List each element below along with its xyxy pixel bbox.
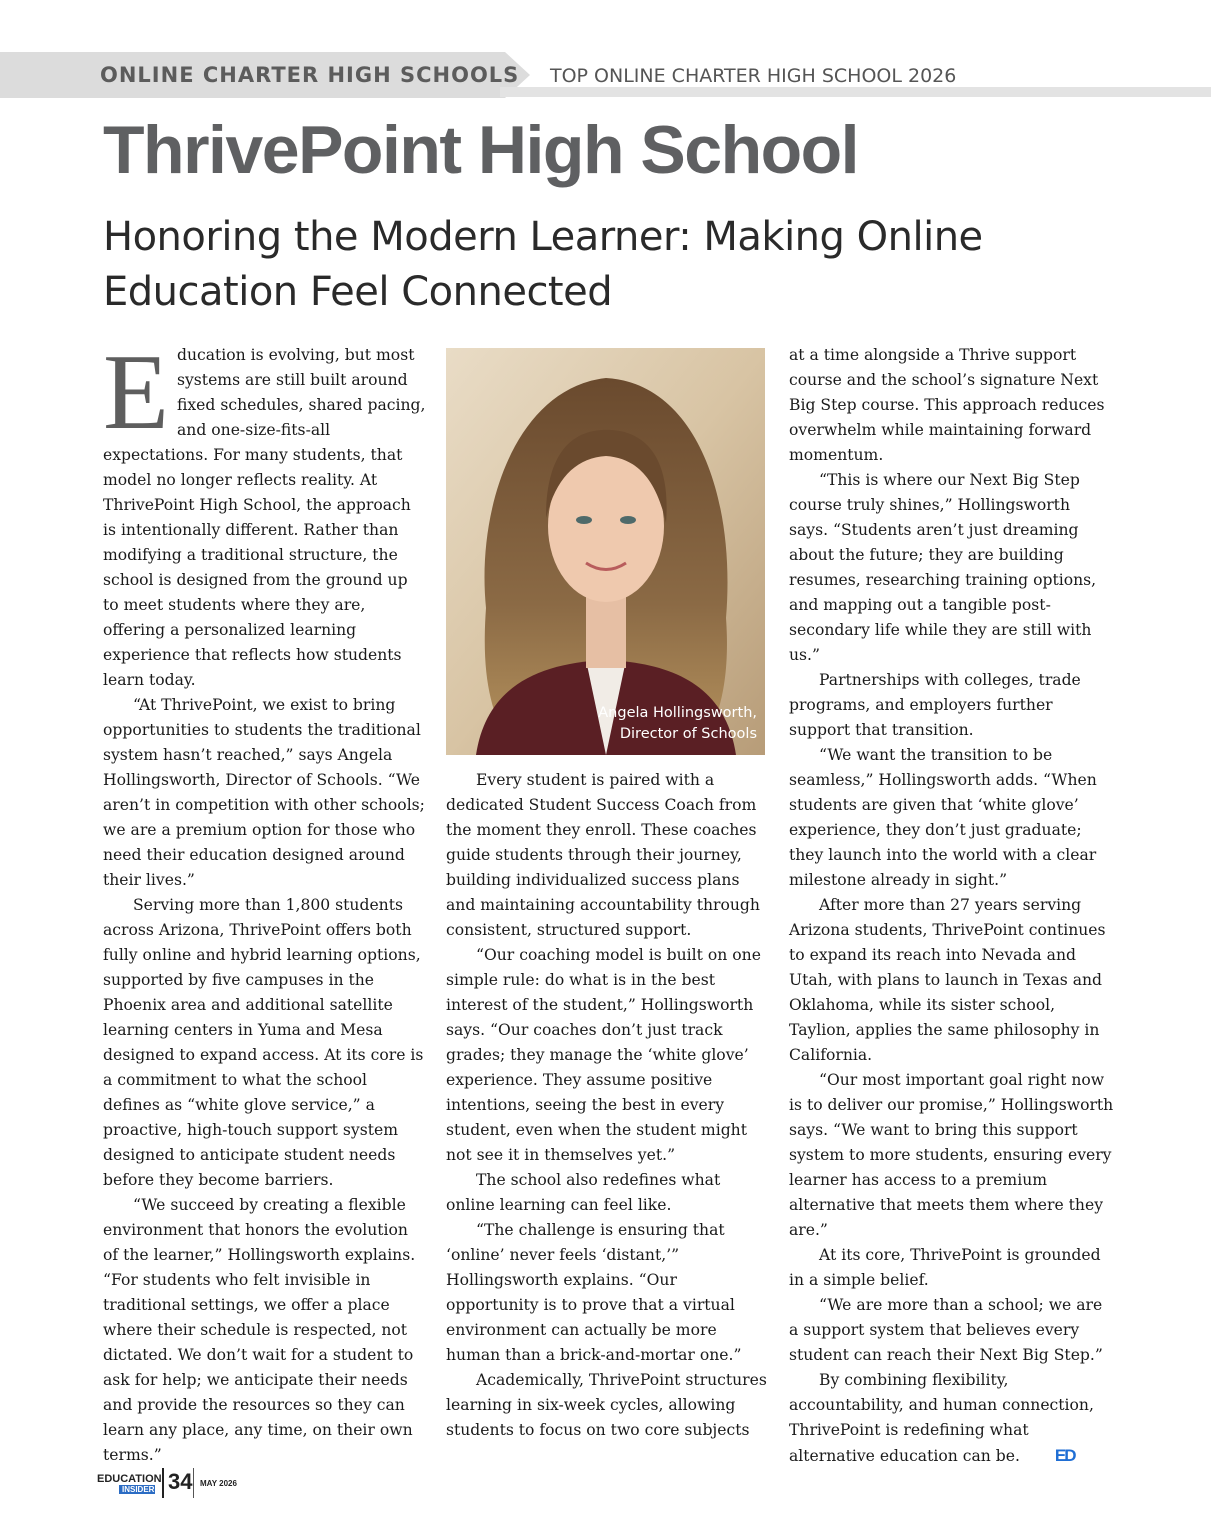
paragraph: “We are more than a school; we are a support system that believes every student can reach their Next Big Step.” xyxy=(789,1296,1103,1364)
photo-caption xyxy=(598,703,757,745)
paragraph: The school also redefines what online learning can feel like. xyxy=(446,1171,721,1214)
paragraph: Serving more than 1,800 students across Arizona, ThrivePoint offers both fully online and hybrid learning options, supported by five campuses in the Phoenix area and additional satellite learning centers in Yuma and Mesa designed to expand access. At its core is a commitment to what the school defines as “white glove service,” a proactive, high-touch support system designed to anticipate student needs before they become barriers. xyxy=(103,896,424,1189)
paragraph: At its core, ThrivePoint is grounded in a simple belief. xyxy=(789,1246,1101,1289)
article-subtitle: Honoring the Modern Learner: Making Online Education Feel Connected xyxy=(103,214,983,315)
header-band xyxy=(0,52,1211,98)
paragraph: at a time alongside a Thrive support course and the school’s signature Next Big Step course. This approach reduces overwhelm while maintaining forward momentum. xyxy=(789,346,1105,464)
paragraph: “This is where our Next Big Step course truly shines,” Hollingsworth says. “Students aren’t just dreaming about the future; they are building resumes, researching training options, and mapping out a tangible post-secondary life while they are still with us.” xyxy=(789,471,1097,664)
article-column-2 xyxy=(446,768,768,1443)
drop-cap: E xyxy=(103,333,169,452)
footer-divider xyxy=(162,1468,164,1498)
issue-date: MAY 2026 xyxy=(200,1479,237,1488)
footer-divider xyxy=(193,1468,194,1498)
paragraph: “We want the transition to be seamless,” Hollingsworth adds. “When students are given that ‘white glove’ experience, they don’t just graduate; they launch into the world with a clear milestone already in sight.” xyxy=(789,746,1097,889)
page-number: 34 xyxy=(168,1469,193,1494)
caption-name: Angela Hollingsworth, xyxy=(598,705,757,721)
magazine-logo xyxy=(97,1474,162,1494)
paragraph: “We succeed by creating a flexible environment that honors the evolution of the learner,” Hollingsworth explains. “For students who felt invisible in traditional settings, we offer a place where their schedule is respected, not dictated. We don’t wait for a student to ask for help; we anticipate their needs and provide the resources so they can learn any place, any time, on their own terms.” xyxy=(103,1196,416,1464)
caption-title: Director of Schools xyxy=(619,726,757,742)
logo-word-top: EDUCATION xyxy=(97,1473,162,1485)
article-title: ThrivePoint High School xyxy=(103,112,859,188)
paragraph: Partnerships with colleges, trade programs, and employers further support that transition. xyxy=(789,671,1081,739)
paragraph xyxy=(789,1368,1114,1469)
section-label: ONLINE CHARTER HIGH SCHOOLS xyxy=(100,63,520,87)
paragraph: Every student is paired with a dedicated Student Success Coach from the moment they enroll. These coaches guide students through their journey, building individualized success plans and maintaining accountability through consistent, structured support. xyxy=(446,771,760,939)
paragraph: After more than 27 years serving Arizona students, ThrivePoint continues to expand its reach into Nevada and Utah, with plans to launch in Texas and Oklahoma, while its sister school, Taylion, applies the same philosophy in California. xyxy=(789,896,1106,1064)
header-rule xyxy=(500,87,1211,97)
paragraph: “The challenge is ensuring that ‘online’ never feels ‘distant,’” Hollingsworth explains. “Our opportunity is to prove that a virtual environment can actually be more human than a brick-and-mortar one.” xyxy=(446,1221,742,1364)
paragraph: Academically, ThrivePoint structures learning in six-week cycles, allowing students to focus on two core subjects xyxy=(446,1371,767,1439)
closing-text: By combining flexibility, accountability, and human connection, ThrivePoint is redefining what alternative education can be. xyxy=(789,1371,1094,1465)
article-column-1 xyxy=(103,333,428,1468)
paragraph: ducation is evolving, but most systems are still built around fixed schedules, shared pacing, and one-size-fits-all expectations. For many students, that model no longer reflects reality. At ThrivePoint High School, the approach is intentionally different. Rather than modifying a traditional structure, the school is designed from the ground up to meet students where they are, offering a personalized learning experience that reflects how students learn today. xyxy=(103,346,426,689)
award-label: TOP ONLINE CHARTER HIGH SCHOOL 2026 xyxy=(550,65,957,87)
portrait-illustration xyxy=(446,348,765,755)
end-mark-icon: ED xyxy=(1054,1446,1075,1465)
paragraph: “At ThrivePoint, we exist to bring opportunities to students the traditional system hasn’t reached,” says Angela Hollingsworth, Director of Schools. “We aren’t in competition with other schools; we are a premium option for those who need their education designed around their lives.” xyxy=(103,696,425,889)
article-column-3 xyxy=(789,343,1114,1469)
paragraph: “Our coaching model is built on one simple rule: do what is in the best interest of the student,” Hollingsworth says. “Our coaches don’t just track grades; they manage the ‘white glove’ experience. They assume positive intentions, seeing the best in every student, even when the student might not see it in themselves yet.” xyxy=(446,946,761,1164)
portrait-photo xyxy=(446,348,765,755)
paragraph: “Our most important goal right now is to deliver our promise,” Hollingsworth says. “We want to bring this support system to more students, ensuring every learner has access to a premium alternative that meets them where they are.” xyxy=(789,1071,1114,1239)
logo-word-bottom: INSIDER xyxy=(119,1485,155,1494)
